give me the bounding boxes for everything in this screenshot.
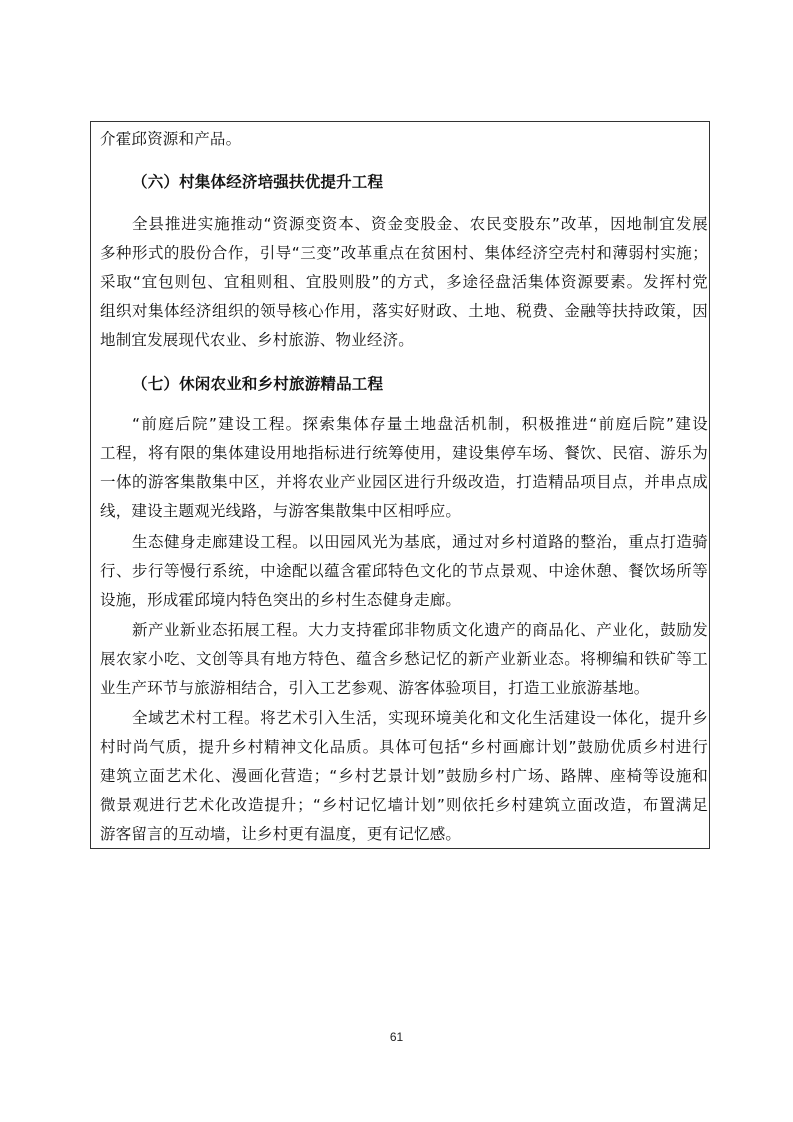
text-line: 地制宜发展现代农业、乡村旅游、物业经济。 (100, 331, 415, 349)
text-line: 展农家小吃、文创等具有地方特色、蕴含乡愁记忆的新产业新业态。将柳编和铁矿等工 (100, 650, 708, 668)
text-line: 组织对集体经济组织的领导核心作用，落实好财政、土地、税费、金融等扶持政策，因 (100, 302, 708, 320)
text-line: 工程，将有限的集体建设用地指标进行统筹使用，建设集停车场、餐饮、民宿、游乐为 (100, 444, 708, 462)
text-line: 村时尚气质，提升乡村精神文化品质。具体可包括“乡村画廊计划”鼓励优质乡村进行 (100, 738, 708, 756)
text-line: 介霍邱资源和产品。 (100, 130, 242, 148)
text-line: 全县推进实施推动“资源变资本、资金变股金、农民变股东”改革，因地制宜发展 (132, 215, 708, 233)
section-heading-7: （七）休闲农业和乡村旅游精品工程 (132, 375, 384, 393)
text-line: 一体的游客集散集中区，并将农业产业园区进行升级改造，打造精品项目点，并串点成 (100, 473, 708, 491)
text-line: 建筑立面艺术化、漫画化营造；“乡村艺景计划”鼓励乡村广场、路牌、座椅等设施和 (100, 767, 708, 785)
text-line: 多种形式的股份合作，引导“三变”改革重点在贫困村、集体经济空壳村和薄弱村实施； (100, 244, 708, 262)
text-line: 微景观进行艺术化改造提升；“乡村记忆墙计划”则依托乡村建筑立面改造，布置满足 (100, 796, 708, 814)
page-number: 61 (389, 1030, 404, 1044)
text-line: 采取“宜包则包、宜租则租、宜股则股”的方式，多途径盘活集体资源要素。发挥村党 (100, 273, 708, 291)
text-line: 全域艺术村工程。将艺术引入生活，实现环境美化和文化生活建设一体化，提升乡 (132, 709, 708, 727)
section-heading-6: （六）村集体经济培强扶优提升工程 (132, 173, 384, 191)
text-line: 设施，形成霍邱境内特色突出的乡村生态健身走廊。 (100, 591, 462, 609)
text-line: 行、步行等慢行系统，中途配以蕴含霍邱特色文化的节点景观、中途休憩、餐饮场所等 (100, 562, 708, 580)
text-line: 业生产环节与旅游相结合，引入工艺参观、游客体验项目，打造工业旅游基地。 (100, 679, 650, 697)
text-line: 生态健身走廊建设工程。以田园风光为基底，通过对乡村道路的整治，重点打造骑 (132, 533, 708, 551)
text-line: 线，建设主题观光线路，与游客集散集中区相呼应。 (100, 502, 462, 520)
text-line: 新产业新业态拓展工程。大力支持霍邱非物质文化遗产的商品化、产业化，鼓励发 (132, 621, 708, 639)
text-line: 游客留言的互动墙，让乡村更有温度，更有记忆感。 (100, 825, 462, 843)
text-line: “前庭后院”建设工程。探索集体存量土地盘活机制，积极推进“前庭后院”建设 (132, 415, 708, 433)
